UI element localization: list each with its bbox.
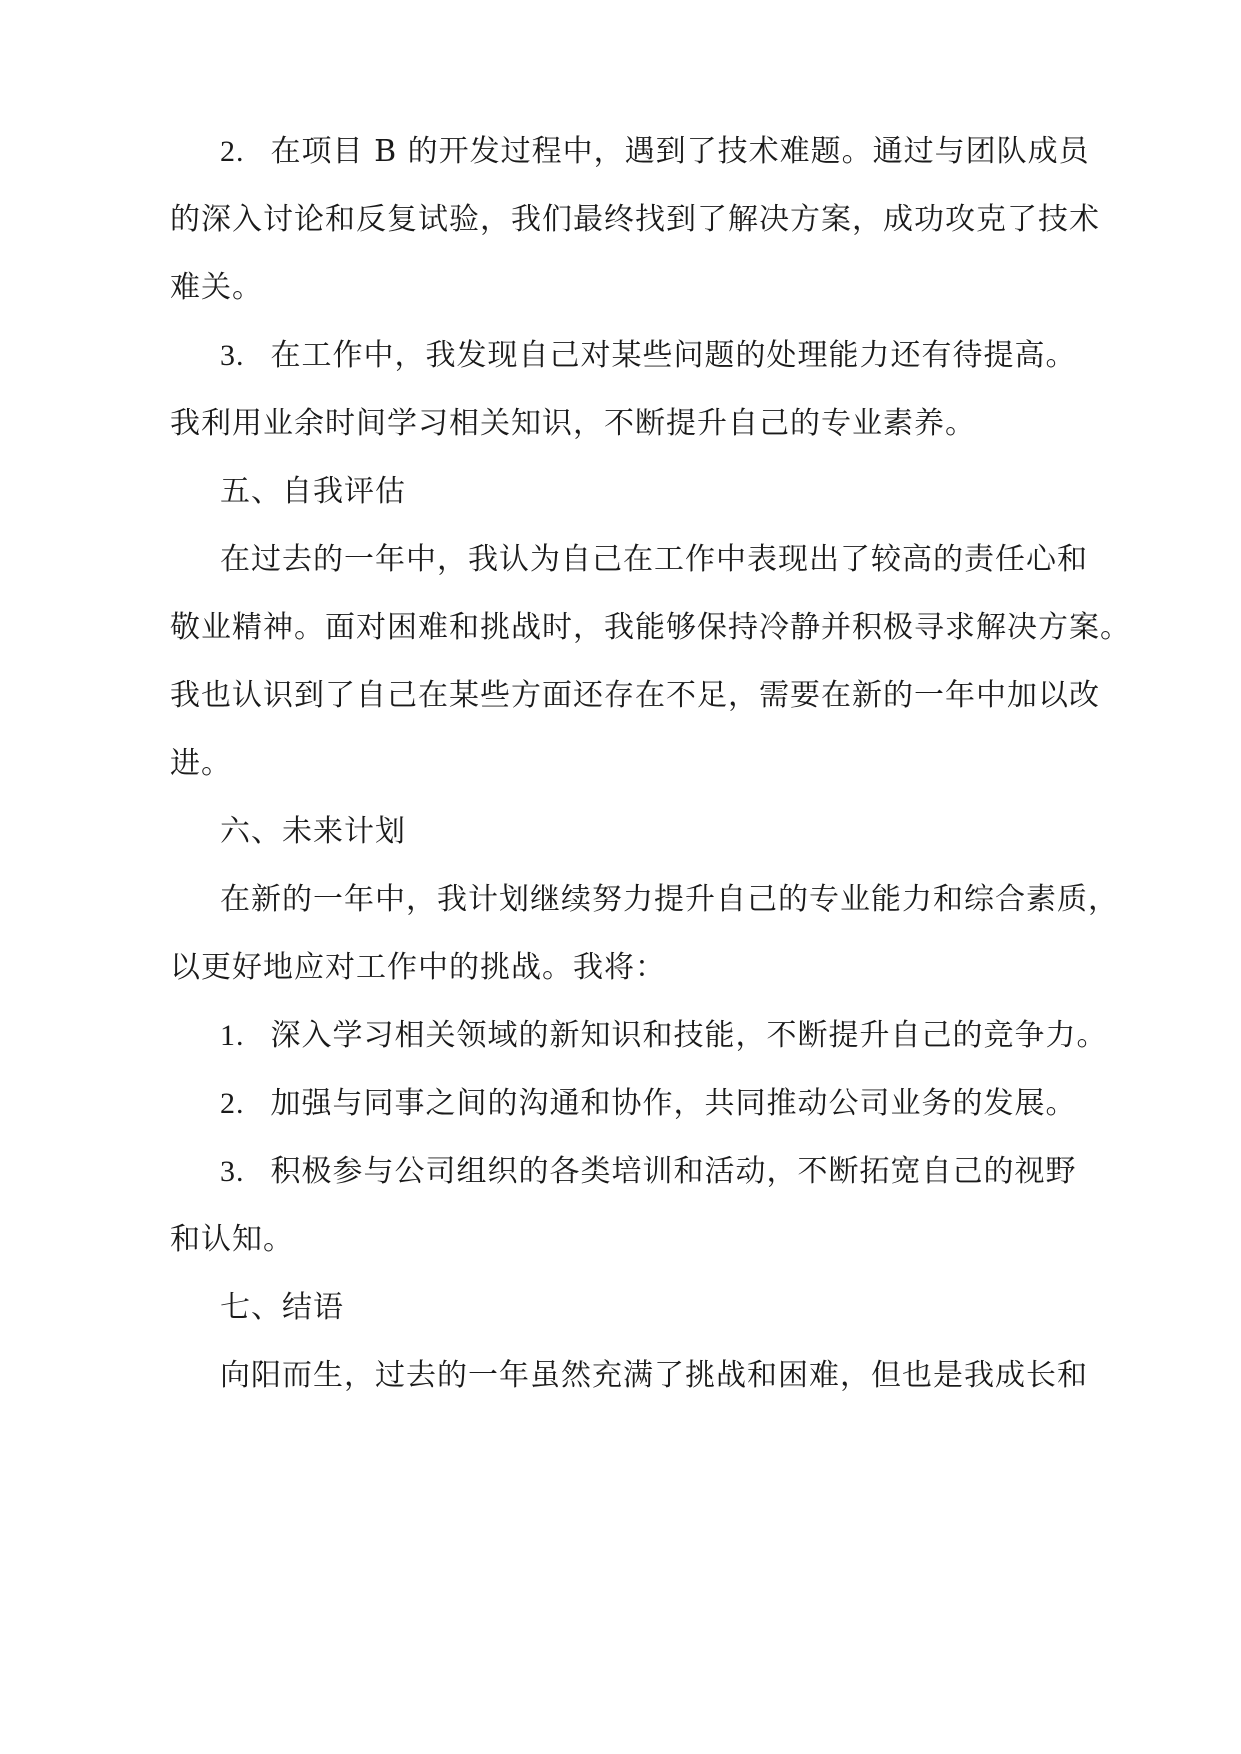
paragraph-line: 进。 (170, 746, 232, 781)
list-number: 3. (220, 1155, 245, 1188)
paragraph-text: 深入学习相关领域的新知识和技能，不断提升自己的竞争力。 (270, 1018, 1108, 1053)
list-number: 3. (220, 339, 245, 372)
paragraph-line: 在过去的一年中，我认为自己在工作中表现出了较高的责任心和 (220, 542, 1088, 577)
paragraph-line: 向阳而生，过去的一年虽然充满了挑战和困难，但也是我成长和 (220, 1358, 1088, 1393)
paragraph-line: 我利用业余时间学习相关知识，不断提升自己的专业素养。 (170, 406, 976, 441)
list-number: 1. (220, 1019, 245, 1052)
paragraph-text: 在工作中，我发现自己对某些问题的处理能力还有待提高。 (270, 338, 1077, 373)
list-number: 2. (220, 1087, 245, 1120)
list-number: 2. (220, 135, 245, 168)
paragraph-line: 我也认识到了自己在某些方面还存在不足，需要在新的一年中加以改 (170, 678, 1100, 713)
list-item-3 (220, 336, 1077, 376)
paragraph-line: 敬业精神。面对困难和挑战时，我能够保持冷静并积极寻求解决方案。 (170, 610, 1131, 645)
paragraph-text: 在项目 B 的开发过程中，遇到了技术难题。通过与团队成员 (270, 134, 1090, 169)
paragraph-text: 加强与同事之间的沟通和协作，共同推动公司业务的发展。 (270, 1086, 1077, 1121)
paragraph-line: 和认知。 (170, 1222, 294, 1257)
section-heading-5: 五、自我评估 (220, 474, 406, 509)
section-heading-7: 七、结语 (220, 1290, 344, 1325)
paragraph-text: 积极参与公司组织的各类培训和活动，不断拓宽自己的视野 (270, 1154, 1077, 1189)
paragraph-line: 在新的一年中，我计划继续努力提升自己的专业能力和综合素质， (220, 882, 1119, 917)
plan-item-3 (220, 1152, 1077, 1192)
list-item-2 (220, 132, 1090, 172)
section-heading-6: 六、未来计划 (220, 814, 406, 849)
paragraph-line: 难关。 (170, 270, 263, 305)
paragraph-line: 的深入讨论和反复试验，我们最终找到了解决方案，成功攻克了技术 (170, 202, 1100, 237)
paragraph-line: 以更好地应对工作中的挑战。我将： (170, 950, 666, 985)
plan-item-2 (220, 1084, 1077, 1124)
plan-item-1 (220, 1016, 1108, 1056)
